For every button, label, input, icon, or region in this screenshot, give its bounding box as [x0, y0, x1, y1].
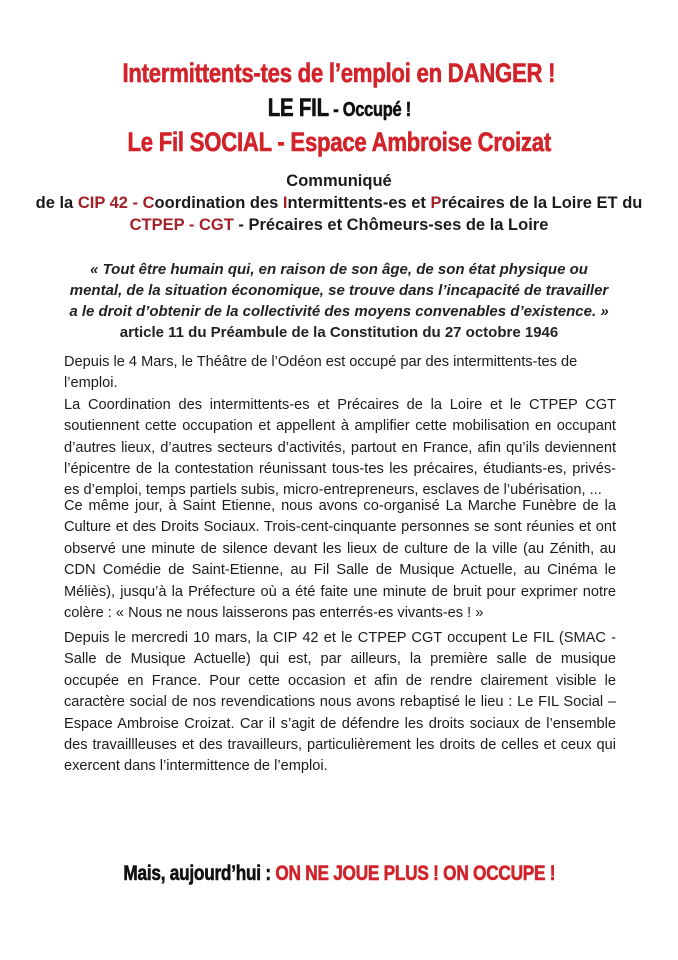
- headline-danger: [0, 58, 678, 93]
- headline-danger-text: Intermittents-tes de l’emploi en DANGER !: [122, 58, 556, 88]
- headline-le-fil-text: LE FIL: [267, 94, 329, 122]
- communique-heading-block: [0, 170, 678, 236]
- paragraph-1-intro-line: Depuis le 4 Mars, le Théâtre de l’Odéon est occupé par des intermittents-tes de l’emploi.: [64, 354, 578, 392]
- headline-fil-social-text: Le Fil SOCIAL - Espace Ambroise Croizat: [127, 127, 551, 157]
- constitution-quote-block: [0, 259, 678, 343]
- quote-attribution: article 11 du Préambule de la Constitution du 27 octobre 1946: [119, 324, 559, 341]
- quote-line-2: mental, de la situation économique, se trouve dans l’incapacité de travailler: [69, 282, 609, 299]
- communique-org-line-2: CTPEP - CGT - Précaires et Chômeurs-ses de la Loire: [129, 216, 549, 234]
- footer-slogan-red-text: ON NE JOUE PLUS ! ON OCCUPE !: [275, 862, 555, 885]
- quote-line-1: « Tout être humain qui, en raison de son âge, de son état physique ou: [90, 261, 588, 278]
- footer-slogan-black-text: Mais, aujourd’hui :: [123, 862, 276, 885]
- headline-fil-social: [0, 127, 678, 162]
- paragraph-1-body-text: La Coordination des intermittents-es et Précaires de la Loire et le CTPEP CGT soutiennent cette occupation et appellent à amplifier cette mobilisation en occupant d’autres lieux, d’autres secteurs d’activités, partout en France, afin qu’ils deviennent l’épicentre de la contestation réunissant tous-tes les précaires, étudiants-es, privés-es d’emploi, temps partiels subis, micro-entrepreneurs, esclaves de l’ubérisation, ...: [64, 396, 616, 499]
- paragraph-odeon-occupation: [64, 352, 616, 502]
- communique-title: Communiqué: [286, 172, 392, 190]
- quote-line-3: a le droit d’obtenir de la collectivité des moyens convenables d’existence. »: [69, 303, 609, 320]
- paragraph-3-body-text: Depuis le mercredi 10 mars, la CIP 42 et le CTPEP CGT occupent Le FIL (SMAC - Salle de Musique Actuelle) qui est, par ailleurs, la première salle de musique occupée en France. Pour cette occasion et afin de rendre clairement visible le caractère social de nos revendications nous avons rebaptisé le lieu : Le FIL Social – Espace Ambroise Croizat. Car il s’agit de défendre les droits sociaux de l’ensemble des travaillleuses et des travailleurs, particulièrement les droits de celles et ceux qui exercent dans l’intermittence de l’emploi.: [64, 630, 616, 775]
- footer-slogan: [0, 862, 678, 886]
- paragraph-marche-funebre: [64, 496, 616, 624]
- communique-org-line-1: de la CIP 42 - Coordination des Intermittents-es et Précaires de la Loire ET du: [35, 194, 643, 212]
- paragraph-2-body-text: Ce même jour, à Saint Etienne, nous avons co-organisé La Marche Funèbre de la Culture et des Droits Sociaux. Trois-cent-cinquante personnes se sont réunies et ont observé une minute de silence devant les lieux de culture de la ville (au Zénith, au CDN Comédie de Saint-Etienne, au Fil Salle de Musique Actuelle, au Cinéma le Méliès), jusqu’à la Préfecture où a été faite une minute de bruit pour exprimer notre colère : « Nous ne nous laisserons pas enterrés-es vivants-es ! »: [64, 498, 616, 622]
- headline-le-fil-occupe: [0, 93, 678, 127]
- paragraph-le-fil-occupation: [64, 628, 616, 778]
- flyer-header: [0, 58, 678, 162]
- headline-occupe-text: - Occupé !: [328, 99, 411, 121]
